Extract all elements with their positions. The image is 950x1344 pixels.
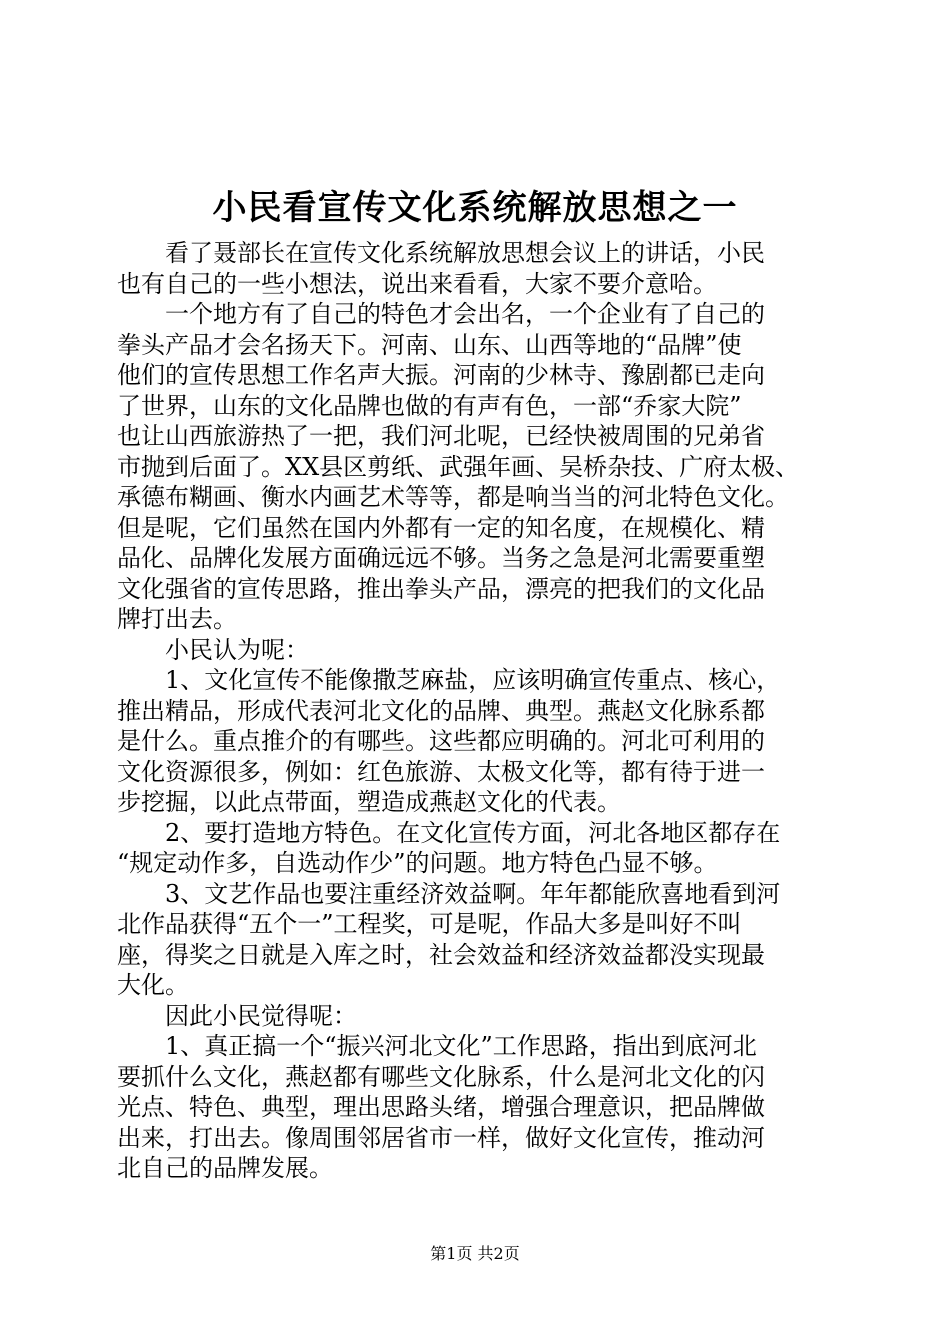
body-line: 市抛到后面了。XX县区剪纸、武强年画、吴桥杂技、广府太极、 [117,452,800,481]
body-line: 也让山西旅游热了一把，我们河北呢，已经快被周围的兄弟省 [117,422,765,450]
body-line: 也有自己的一些小想法，说出来看看，大家不要介意哈。 [117,269,717,298]
body-line: 但是呢，它们虽然在国内外都有一定的知名度，在规模化、精 [117,513,765,542]
body-line: 1、真正搞一个“振兴河北文化”工作思路，指出到底河北 [117,1032,757,1060]
body-line: 光点、特色、典型，理出思路头绪，增强合理意识，把品牌做 [117,1093,765,1121]
body-line: 3、文艺作品也要注重经济效益啊。年年都能欣喜地看到河 [117,879,781,908]
body-line: 了世界，山东的文化品牌也做的有声有色，一部“乔家大院” [117,391,742,420]
body-line: 要抓什么文化，燕赵都有哪些文化脉系，什么是河北文化的闪 [117,1062,765,1091]
body-line: 文化强省的宣传思路，推出拳头产品，漂亮的把我们的文化品 [117,574,765,603]
body-line: “规定动作多，自选动作少”的问题。地方特色凸显不够。 [117,849,718,877]
body-line: 是什么。重点推介的有哪些。这些都应明确的。河北可利用的 [117,727,765,755]
body-line: 1、文化宣传不能像撒芝麻盐，应该明确宣传重点、核心， [117,666,781,694]
body-line: 小民认为呢： [117,635,309,664]
body-line: 拳头产品才会名扬天下。河南、山东、山西等地的“品牌”使 [117,330,742,359]
document-body [117,238,833,1184]
body-line: 承德布糊画、衡水内画艺术等等，都是响当当的河北特色文化。 [117,483,789,511]
body-line: 品化、品牌化发展方面确远远不够。当务之急是河北需要重塑 [117,544,765,572]
body-line: 北作品获得“五个一”工程奖，可是呢，作品大多是叫好不叫 [117,910,742,938]
body-line: 牌打出去。 [117,605,237,633]
body-line: 座，得奖之日就是入库之时，社会效益和经济效益都没实现最 [117,940,765,969]
body-line: 出来，打出去。像周围邻居省市一样，做好文化宣传，推动河 [117,1123,765,1152]
body-line: 看了聂部长在宣传文化系统解放思想会议上的讲话，小民 [117,239,765,267]
body-line: 文化资源很多，例如：红色旅游、太极文化等，都有待于进一 [117,757,765,786]
body-line: 因此小民觉得呢： [117,1001,357,1030]
document-title: 小民看宣传文化系统解放思想之一 [212,188,738,228]
body-line: 推出精品，形成代表河北文化的品牌、典型。燕赵文化脉系都 [117,696,765,725]
body-line: 大化。 [117,971,189,999]
body-line: 2、要打造地方特色。在文化宣传方面，河北各地区都存在 [117,818,781,847]
page-footer: 第1页 共2页 [430,1244,520,1263]
body-line: 一个地方有了自己的特色才会出名，一个企业有了自己的 [117,300,765,328]
body-line: 他们的宣传思想工作名声大振。河南的少林寺、豫剧都已走向 [117,361,765,389]
body-line: 北自己的品牌发展。 [117,1154,333,1182]
body-line: 步挖掘，以此点带面，塑造成燕赵文化的代表。 [117,788,621,816]
